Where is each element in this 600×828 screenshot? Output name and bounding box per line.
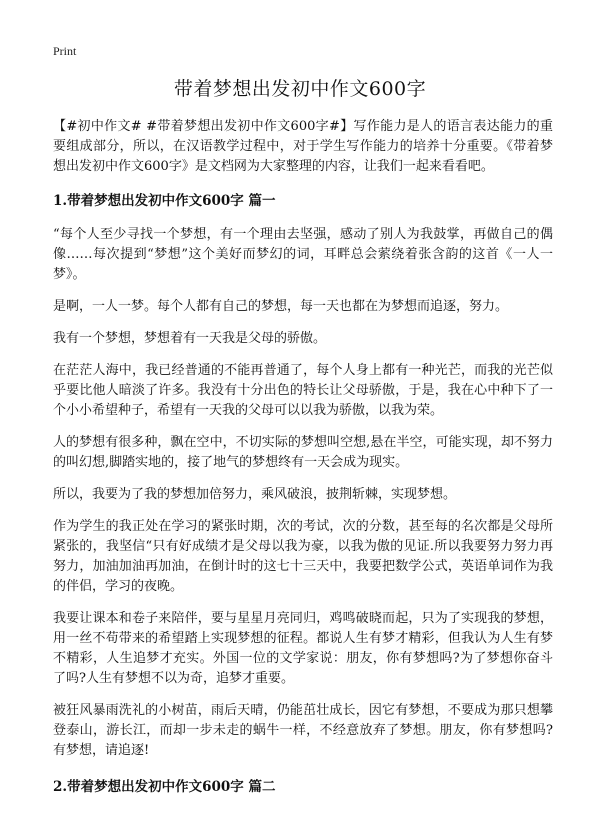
paragraph: “每个人至少寻找一个梦想，有一个理由去坚强，感动了别人为我鼓掌，再做自己的偶像……每次提到“梦想”这个美好而梦幻的词，耳畔总会萦绕着张含韵的这首《一人一梦》。 — [53, 227, 553, 282]
paragraph: 我有一个梦想，梦想着有一天我是父母的骄傲。 — [53, 331, 327, 346]
section-heading-2: 2.带着梦想出发初中作文600字 篇二 — [53, 779, 276, 795]
page-title: 带着梦想出发初中作文600字 — [173, 78, 427, 100]
paragraph: 人的梦想有很多种，飘在空中，不切实际的梦想叫空想,悬在半空，可能实现，却不努力的叫幻想,脚踏实地的，接了地气的梦想终有一天会成为现实。 — [53, 435, 553, 470]
paragraph: 是啊，一人一梦。每个人都有自己的梦想，每一天也都在为梦想而追逐，努力。 — [53, 299, 509, 314]
paragraph: 作为学生的我正处在学习的紧张时期，次的考试，次的分数，甚至每的名次都是父母所紧张的，我坚信“只有好成绩才是父母以我为豪，以我为傲的见证.所以我要努力努力再努力，加油加油再加油，在倒计时的这七十三天中，我要把数学公式，英语单词作为我的伴侣，学习的夜晚。 — [53, 519, 553, 594]
paragraph: 我要让课本和卷子来陪伴，要与星星月亮同归，鸡鸣破晓而起，只为了实现我的梦想，用一丝不苟带来的希望踏上实现梦想的征程。都说人生有梦才精彩，但我认为人生有梦不精彩，人生追梦才充实。外国一位的文学家说：朋友，你有梦想吗?为了梦想你奋斗了吗?人生有梦想不以为奇，追梦才重要。 — [53, 611, 553, 686]
paragraph: 在茫茫人海中，我已经普通的不能再普通了，每个人身上都有一种光芒，而我的光芒似乎要比他人暗淡了许多。我没有十分出色的特长让父母骄傲，于是，我在心中种下了一个小小希望种子，希望有一天我的父母可以以我为骄傲，以我为荣。 — [53, 363, 553, 418]
print-link[interactable]: Print — [53, 44, 77, 58]
article-body — [53, 117, 553, 811]
section-heading-1: 1.带着梦想出发初中作文600字 篇一 — [53, 193, 276, 209]
paragraph: 所以，我要为了我的梦想加倍努力，乘风破浪，披荆斩棘，实现梦想。 — [53, 487, 457, 502]
paragraph: 被狂风暴雨洗礼的小树苗，雨后天晴，仍能茁壮成长，因它有梦想，不要成为那只想攀登泰山，游长江，而却一步未走的蜗牛一样，不经意放弃了梦想。朋友，你有梦想吗?有梦想，请追逐! — [53, 703, 553, 758]
intro-paragraph: 【#初中作文# #带着梦想出发初中作文600字#】写作能力是人的语言表达能力的重要组成部分，所以，在汉语教学过程中，对于学生写作能力的培养十分重要。《带着梦想出发初中作文600字》是文档网为大家整理的内容，让我们一起来看看吧。 — [53, 119, 553, 174]
